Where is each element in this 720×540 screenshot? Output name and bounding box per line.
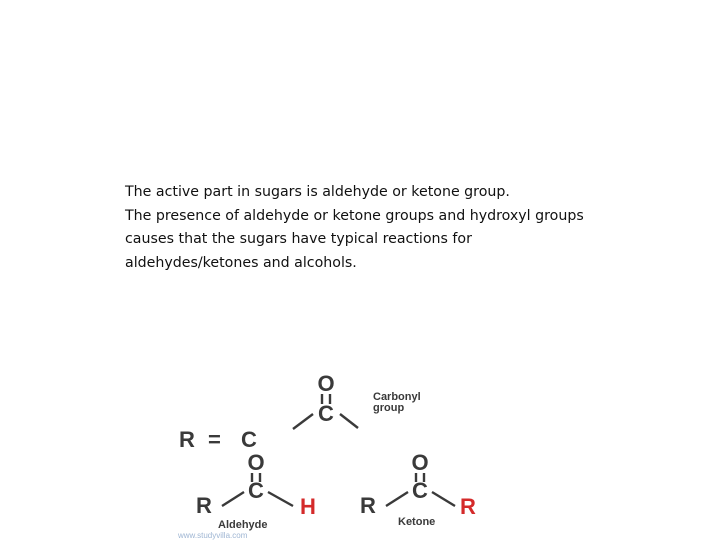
ketone-right-bond	[432, 492, 455, 506]
text-line-4: aldehydes/ketones and alcohols.	[125, 254, 357, 271]
text-line-1: The active part in sugars is aldehyde or ketone group.	[125, 184, 510, 200]
carbonyl-left-bond	[293, 414, 313, 429]
aldehyde-left-bond	[222, 492, 244, 506]
carbonyl-right-bond	[340, 414, 358, 428]
generic-r: R	[179, 427, 195, 452]
text-line-2: The presence of aldehyde or ketone groups and hydroxyl groups	[125, 207, 584, 224]
carbonyl-carbon: C	[318, 401, 334, 426]
carbonyl-oxygen: O	[317, 371, 335, 396]
generic-equals: =	[208, 427, 221, 452]
ketone-label: Ketone	[398, 516, 436, 528]
ketone-left-bond	[386, 492, 408, 506]
ketone-r-right: R	[460, 494, 476, 519]
carbonyl-label-line2: group	[373, 402, 405, 414]
aldehyde-right-bond	[268, 492, 293, 506]
aldehyde-r: R	[196, 493, 212, 518]
ketone-carbon: C	[412, 478, 428, 503]
aldehyde-h: H	[300, 494, 316, 519]
carbonyl-figure	[160, 366, 500, 540]
aldehyde-carbon: C	[248, 478, 264, 503]
aldehyde-oxygen: O	[247, 450, 265, 475]
watermark: www.studyvilla.com	[178, 531, 248, 540]
text-line-3: causes that the sugars have typical reactions for	[125, 231, 472, 247]
generic-carbon: C	[241, 427, 257, 452]
ketone-oxygen: O	[411, 450, 429, 475]
ketone-r-left: R	[360, 493, 376, 518]
carbonyl-label-line1: Carbonyl	[373, 391, 421, 403]
slide-text	[125, 181, 625, 275]
carbonyl-diagram	[160, 366, 500, 540]
aldehyde-label: Aldehyde	[218, 519, 268, 531]
